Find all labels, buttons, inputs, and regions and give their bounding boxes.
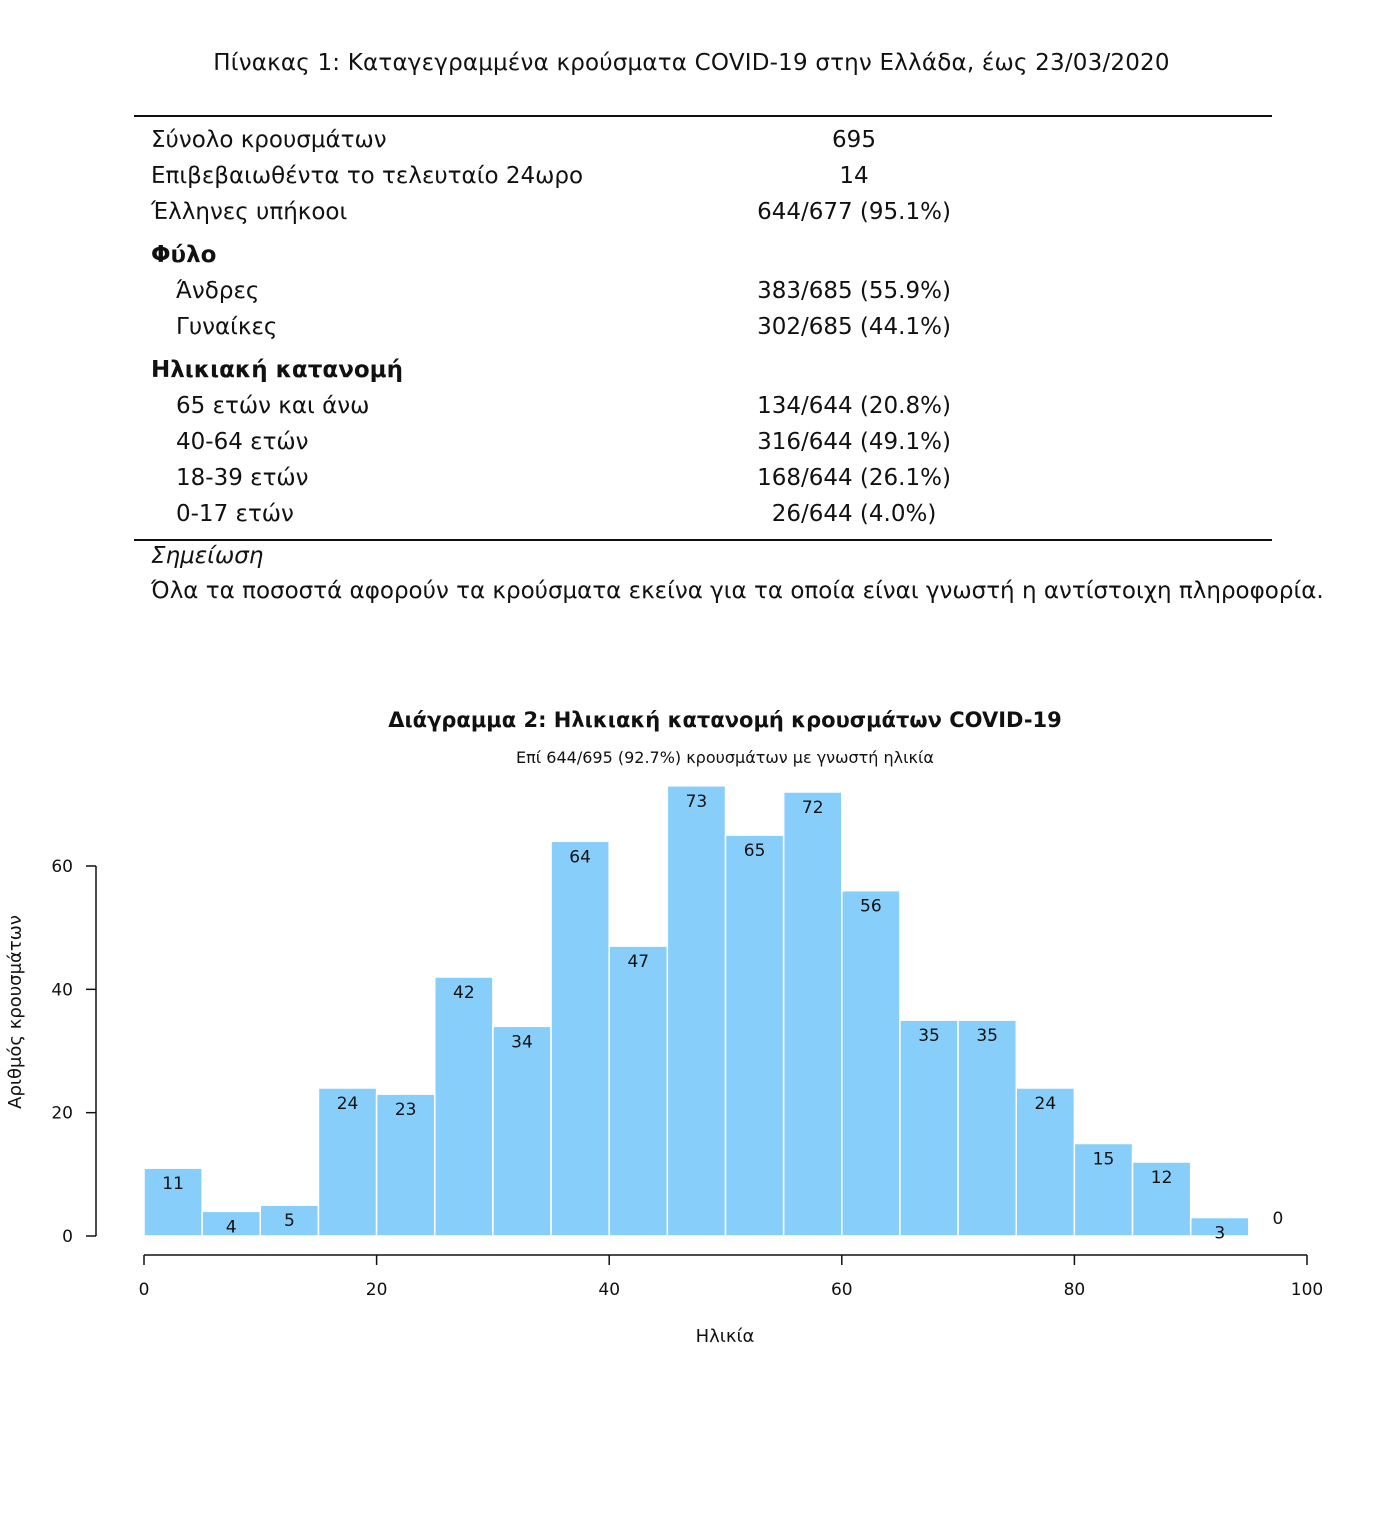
bars-group <box>144 786 1249 1236</box>
row-value-men: 383/685 (55.9%) <box>757 278 951 304</box>
table-row <box>134 393 1272 427</box>
table-row <box>134 429 1272 463</box>
bar-value-label: 35 <box>976 1026 998 1047</box>
table-row <box>134 465 1272 499</box>
section-heading-age <box>134 357 1272 391</box>
x-tick-label: 40 <box>598 1280 621 1300</box>
row-value-women: 302/685 (44.1%) <box>757 314 951 340</box>
x-axis-label: Ηλικία <box>695 1326 755 1347</box>
x-axis <box>139 1255 1324 1300</box>
x-tick-label: 20 <box>365 1280 388 1300</box>
bar-value-label: 35 <box>918 1026 940 1047</box>
x-tick-label: 100 <box>1290 1280 1324 1300</box>
bar-value-label: 15 <box>1092 1149 1115 1170</box>
bar-value-label: 0 <box>1272 1209 1284 1229</box>
histogram-bar <box>435 977 493 1236</box>
row-label-age-40-64: 40-64 ετών <box>176 429 309 455</box>
row-value-age-65plus: 134/644 (20.8%) <box>757 393 951 419</box>
table-row <box>134 163 1272 197</box>
chart-title: Διάγραμμα 2: Ηλικιακή κατανομή κρουσμάτων COVID-19 <box>388 708 1062 732</box>
bar-value-label: 24 <box>336 1094 359 1114</box>
section-label-sex: Φύλο <box>151 242 217 268</box>
table-row <box>134 199 1272 233</box>
table-row <box>134 501 1272 535</box>
bar-value-label: 47 <box>627 952 650 973</box>
histogram-bar <box>726 835 784 1236</box>
table-title: Πίνακας 1: Καταγεγραμμένα κρούσματα COVID-19 στην Ελλάδα, έως 23/03/2020 <box>213 50 1170 76</box>
row-value-greek-citizens: 644/677 (95.1%) <box>757 199 951 225</box>
histogram-bar <box>551 841 609 1236</box>
bar-value-label: 64 <box>569 847 591 868</box>
histogram-bar <box>958 1020 1016 1236</box>
bar-value-label: 4 <box>225 1217 237 1238</box>
table-row <box>134 127 1272 161</box>
histogram-bar <box>784 792 842 1236</box>
y-tick-label: 20 <box>51 1103 73 1124</box>
bar-value-label: 73 <box>685 791 708 812</box>
row-value-total: 695 <box>832 127 876 153</box>
x-tick-label: 80 <box>1063 1280 1086 1300</box>
row-label-last24h: Επιβεβαιωθέντα το τελευταίο 24ωρο <box>151 163 584 189</box>
bar-value-label: 5 <box>283 1211 295 1232</box>
bar-value-label: 24 <box>1034 1094 1057 1114</box>
bar-value-label: 3 <box>1214 1223 1226 1244</box>
section-heading-sex <box>134 242 1272 276</box>
row-label-men: Άνδρες <box>176 278 260 304</box>
row-label-women: Γυναίκες <box>176 314 278 340</box>
x-tick-label: 60 <box>830 1280 853 1300</box>
section-label-age: Ηλικιακή κατανομή <box>151 357 403 383</box>
bar-value-label: 12 <box>1150 1168 1173 1188</box>
histogram-bar <box>609 946 667 1236</box>
bar-value-label: 23 <box>394 1100 417 1121</box>
table-row <box>134 314 1272 348</box>
row-value-age-40-64: 316/644 (49.1%) <box>757 429 951 455</box>
row-label-age-65plus: 65 ετών και άνω <box>176 393 370 419</box>
histogram-bar <box>493 1026 551 1236</box>
bar-value-label: 65 <box>743 841 766 862</box>
x-tick-label: 0 <box>138 1280 150 1300</box>
histogram-bar <box>900 1020 958 1236</box>
histogram-bar <box>842 891 900 1236</box>
chart-subtitle: Επί 644/695 (92.7%) κρουσμάτων με γνωστή ηλικία <box>516 748 934 767</box>
table-note-title: Σημείωση <box>151 543 264 569</box>
row-label-age-0-17: 0-17 ετών <box>176 501 294 527</box>
row-label-age-18-39: 18-39 ετών <box>176 465 309 491</box>
y-tick-label: 40 <box>51 980 73 1001</box>
row-label-total: Σύνολο κρουσμάτων <box>151 127 387 153</box>
bar-value-label: 34 <box>511 1032 533 1053</box>
y-axis-label: Αριθμός κρουσμάτων <box>5 915 26 1109</box>
table-row <box>134 278 1272 312</box>
table-note-text: Όλα τα ποσοστά αφορούν τα κρούσματα εκείνα για τα οποία είναι γνωστή η αντίστοιχη πληροφορία. <box>151 578 1324 604</box>
y-axis <box>51 857 96 1247</box>
bar-value-label: 56 <box>860 896 882 917</box>
row-value-age-18-39: 168/644 (26.1%) <box>757 465 951 491</box>
histogram-bar <box>667 786 725 1236</box>
row-value-age-0-17: 26/644 (4.0%) <box>771 501 937 527</box>
table-top-rule <box>134 115 1272 117</box>
y-tick-label: 60 <box>51 857 73 877</box>
row-label-greek-citizens: Έλληνες υπήκοοι <box>151 199 348 225</box>
bar-value-label: 11 <box>162 1174 184 1195</box>
y-tick-label: 0 <box>62 1227 73 1247</box>
bar-value-label: 42 <box>453 983 475 1003</box>
row-value-last24h: 14 <box>839 163 869 189</box>
bar-value-label: 72 <box>801 798 824 818</box>
table-bottom-rule <box>134 539 1272 541</box>
histogram-chart <box>0 690 1383 1370</box>
